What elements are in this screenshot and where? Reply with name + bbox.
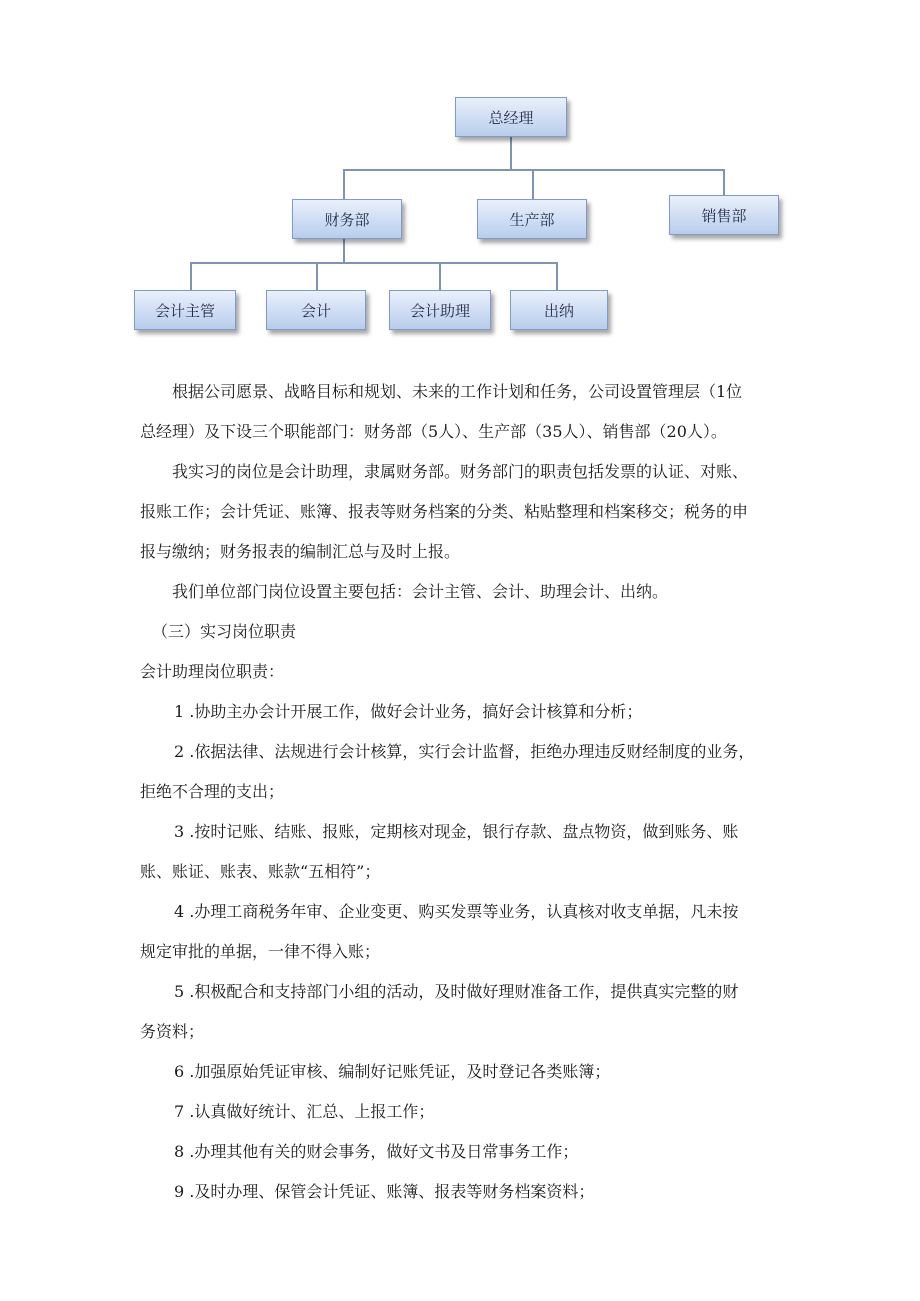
duties-title: 会计助理岗位职责： xyxy=(140,662,285,681)
connector-line xyxy=(190,262,192,290)
paragraph-line: 我实习的岗位是会计助理，隶属财务部。财务部门的职责包括发票的认证、对账、 xyxy=(172,462,749,481)
duty-line: 2 .依据法律、法规进行会计核算，实行会计监督，拒绝办理违反财经制度的业务， xyxy=(174,742,755,761)
duty-line: 3 .按时记账、结账、报账，定期核对现金，银行存款、盘点物资，做到账务、账 xyxy=(174,822,739,841)
connector-line xyxy=(723,169,725,195)
duty-line: 4 .办理工商税务年审、企业变更、购买发票等业务，认真核对收支单据，凡未按 xyxy=(174,902,739,921)
paragraph-line: 总经理）及下设三个职能部门：财务部（5人）、生产部（35人）、销售部（20人）。 xyxy=(140,422,727,441)
org-chart xyxy=(0,0,920,350)
duty-line: 6 .加强原始凭证审核、编制好记账凭证，及时登记各类账簿； xyxy=(174,1062,611,1081)
connector-line xyxy=(532,169,534,199)
paragraph-line: 根据公司愿景、战略目标和规划、未来的工作计划和任务，公司设置管理层（1位 xyxy=(172,382,743,401)
box-accounting-supervisor: 会计主管 xyxy=(134,290,236,330)
box-general-manager: 总经理 xyxy=(455,97,567,137)
paragraph-line: 我们单位部门岗位设置主要包括：会计主管、会计、助理会计、出纳。 xyxy=(172,582,669,601)
box-cashier: 出纳 xyxy=(510,290,608,330)
duty-line: 规定审批的单据，一律不得入账； xyxy=(140,942,381,961)
duty-line: 拒绝不合理的支出； xyxy=(140,782,285,801)
paragraph-line: 报与缴纳；财务报表的编制汇总与及时上报。 xyxy=(140,542,461,561)
box-accounting-assistant: 会计助理 xyxy=(389,290,491,330)
connector-line xyxy=(510,137,512,171)
connector-line xyxy=(316,262,318,290)
connector-line xyxy=(556,262,558,290)
duty-line: 9 .及时办理、保管会计凭证、账簿、报表等财务档案资料； xyxy=(174,1182,595,1201)
box-production-dept: 生产部 xyxy=(477,199,587,239)
box-sales-dept: 销售部 xyxy=(669,195,779,235)
duty-line: 5 .积极配合和支持部门小组的活动，及时做好理财准备工作，提供真实完整的财 xyxy=(174,982,739,1001)
connector-line xyxy=(343,169,345,199)
box-finance-dept: 财务部 xyxy=(292,199,402,239)
duty-line: 8 .办理其他有关的财会事务，做好文书及日常事务工作； xyxy=(174,1142,579,1161)
box-accountant: 会计 xyxy=(266,290,366,330)
duty-line: 务资料； xyxy=(140,1022,205,1041)
paragraph-line: 报账工作；会计凭证、账簿、报表等财务档案的分类、粘贴整理和档案移交；税务的申 xyxy=(140,502,749,521)
duty-line: 账、账证、账表、账款“五相符”； xyxy=(140,862,381,881)
body-text xyxy=(140,372,800,1212)
duty-line: 1 .协助主办会计开展工作，做好会计业务，搞好会计核算和分析； xyxy=(174,702,643,721)
connector-line xyxy=(190,262,557,264)
connector-line xyxy=(439,262,441,290)
connector-line xyxy=(343,237,345,263)
section-heading: （三）实习岗位职责 xyxy=(152,622,297,641)
duty-line: 7 .认真做好统计、汇总、上报工作； xyxy=(174,1102,435,1121)
